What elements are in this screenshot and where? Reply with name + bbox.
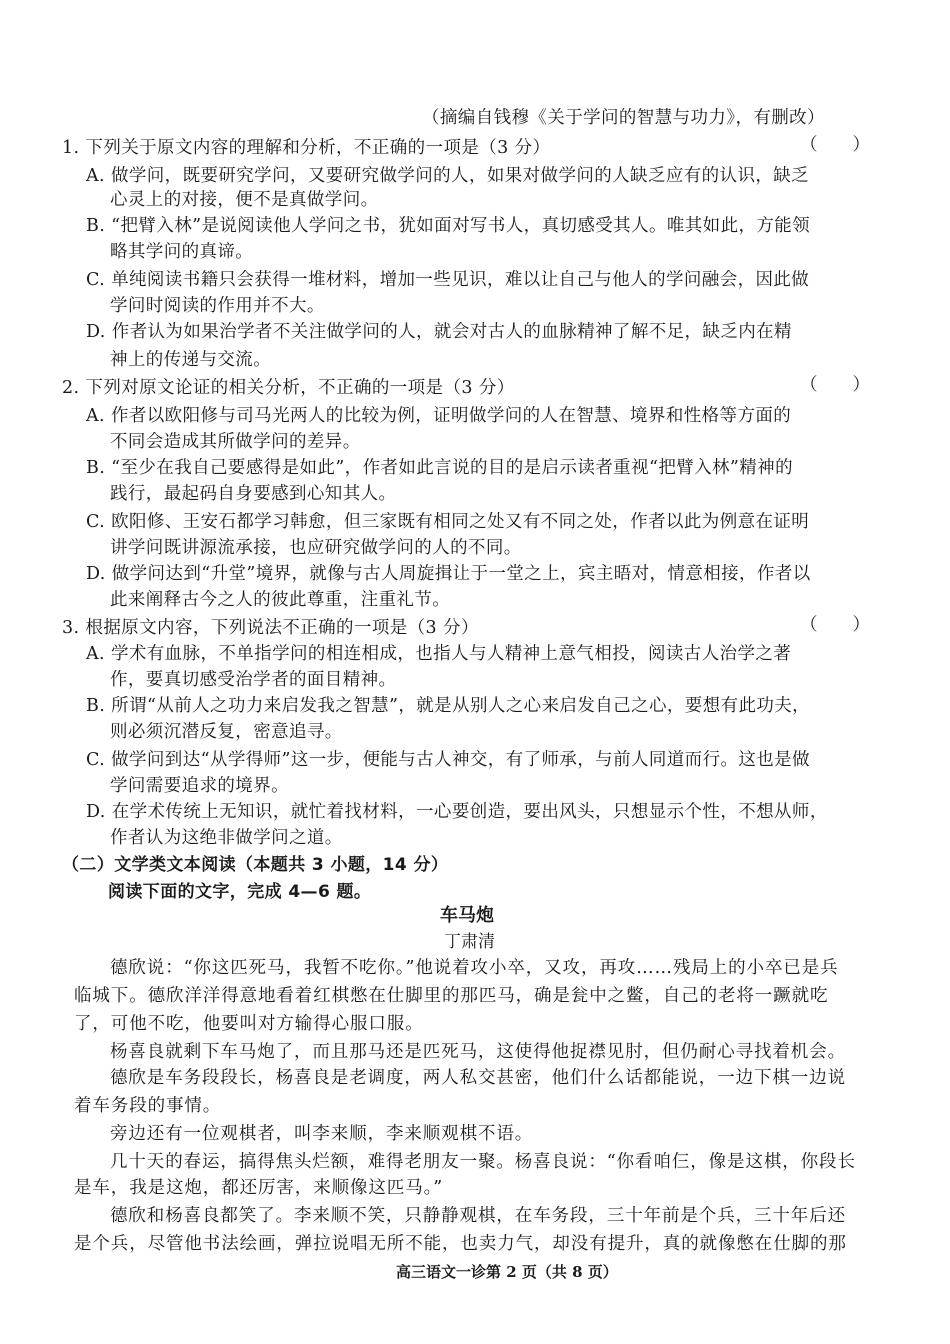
story-line-8: 几十天的春运，搞得焦头烂额，难得老朋友一聚。杨喜良说：“你看咱仨，像是这棋，你段长 xyxy=(110,1152,856,1172)
q1-option-c-line-2: 学问时阅读的作用并不大。 xyxy=(110,296,325,316)
q1-option-d-line-1: D. 作者认为如果治学者不关注做学问的人，就会对古人的血脉精神了解不足，缺乏内在精 xyxy=(86,322,792,342)
q3-option-c-line-2: 学问需要追求的境界。 xyxy=(110,776,289,796)
page-footer: 高三语文一诊第 2 页（共 8 页） xyxy=(396,1263,618,1281)
story-line-3: 了，可他不吃，他要叫对方输得心服口服。 xyxy=(74,1014,424,1034)
q3-option-a-line-1: A. 学术有血脉，不单指学问的相连相成，也指人与人精神上意气相投，阅读古人治学之著 xyxy=(86,644,792,664)
q2-option-c-line-2: 讲学问既讲源流承接，也应研究做学问的人的不同。 xyxy=(110,538,522,558)
story-title: 车马炮 xyxy=(440,905,494,926)
q2-option-d-line-2: 此来阐释古今之人的彼此尊重，注重礼节。 xyxy=(110,590,451,610)
q1-option-b-line-1: B. “把臂入林”是说阅读他人学问之书，犹如面对写书人，真切感受其人。唯其如此，方能领 xyxy=(86,216,811,236)
section-heading: （二）文学类文本阅读（本题共 3 小题，14 分） xyxy=(62,855,449,875)
story-line-11: 是个兵，尽管他书法绘画，弹拉说唱无所不能，也卖力气，却没有提升，真的就像憋在仕脚的那 xyxy=(74,1234,847,1254)
story-line-9: 是车，我是这炮，都还厉害，来顺像这匹马。” xyxy=(74,1178,444,1198)
question-2-stem: 2. 下列对原文论证的相关分析，不正确的一项是（3 分） xyxy=(62,378,515,398)
question-3-stem: 3. 根据原文内容，下列说法不正确的一项是（3 分） xyxy=(62,618,479,638)
q2-option-c-line-1: C. 欧阳修、王安石都学习韩愈，但三家既有相同之处又有不同之处，作者以此为例意在证明 xyxy=(86,512,810,532)
q2-option-a-line-1: A. 作者以欧阳修与司马光两人的比较为例，证明做学问的人在智慧、境界和性格等方面的 xyxy=(86,406,792,426)
story-line-5: 德欣是车务段段长，杨喜良是老调度，两人私交甚密，他们什么话都能说，一边下棋一边说 xyxy=(110,1068,846,1088)
source-note: （摘编自钱穆《关于学问的智慧与功力》，有删改） xyxy=(422,108,825,128)
question-3-answer-bracket: （ ） xyxy=(800,615,870,635)
question-1-stem: 1. 下列关于原文内容的理解和分析，不正确的一项是（3 分） xyxy=(62,138,551,158)
q3-option-a-line-2: 作，要真切感受治学者的面目精神。 xyxy=(110,670,397,690)
q2-option-a-line-2: 不同会造成其所做学问的差异。 xyxy=(110,432,361,452)
question-2-answer-bracket: （ ） xyxy=(800,375,870,395)
section-instruction: 阅读下面的文字，完成 4—6 题。 xyxy=(108,882,372,902)
story-line-10: 德欣和杨喜良都笑了。李来顺不笑，只静静观棋，在车务段，三十年前是个兵，三十年后还 xyxy=(110,1206,846,1226)
q1-option-b-line-2: 略其学问的真谛。 xyxy=(110,242,254,262)
q1-option-c-line-1: C. 单纯阅读书籍只会获得一堆材料，增加一些见识，难以让自己与他人的学问融会，因此做 xyxy=(86,270,810,290)
q3-option-b-line-1: B. 所谓“从前人之功力来启发我之智慧”，就是从别人之心来启发自己之心，要想有此功夫， xyxy=(86,696,811,716)
q3-option-d-line-2: 作者认为这绝非做学问之道。 xyxy=(110,828,343,848)
q3-option-c-line-1: C. 做学问到达“从学得师”这一步，便能与古人神交，有了师承，与前人同道而行。这也是做 xyxy=(86,750,810,770)
story-line-1: 德欣说：“你这匹死马，我暂不吃你。”他说着攻小卒，又攻，再攻……残局上的小卒已是兵 xyxy=(110,958,839,978)
story-line-7: 旁边还有一位观棋者，叫李来顺，李来顺观棋不语。 xyxy=(110,1124,534,1144)
story-line-4: 杨喜良就剩下车马炮了，而且那马还是匹死马，这使得他捉襟见肘，但仍耐心寻找着机会。 xyxy=(110,1042,846,1062)
q2-option-b-line-2: 践行，最起码自身要感到心知其人。 xyxy=(110,484,397,504)
q1-option-d-line-2: 神上的传递与交流。 xyxy=(110,350,272,370)
question-1-answer-bracket: （ ） xyxy=(800,135,870,155)
q2-option-d-line-1: D. 做学问达到“升堂”境界，就像与古人周旋揖让于一堂之上，宾主晤对，情意相接，作者以 xyxy=(86,564,811,584)
story-line-2: 临城下。德欣洋洋得意地看着红棋憋在仕脚里的那匹马，确是瓮中之鳖，自己的老将一蹶就吃 xyxy=(74,986,829,1006)
q2-option-b-line-1: B. “至少在我自己要感得是如此”，作者如此言说的目的是启示读者重视“把臂入林”精神的 xyxy=(86,458,793,478)
story-line-6: 着车务段的事情。 xyxy=(74,1096,222,1116)
q1-option-a-line-2: 心灵上的对接，便不是真做学问。 xyxy=(110,190,379,210)
q3-option-d-line-1: D. 在学术传统上无知识，就忙着找材料，一心要创造，要出风头，只想显示个性，不想从师， xyxy=(86,802,828,822)
q3-option-b-line-2: 则必须沉潜反复，密意追寻。 xyxy=(110,722,343,742)
q1-option-a-line-1: A. 做学问，既要研究学问，又要研究做学问的人，如果对做学问的人缺乏应有的认识，缺乏 xyxy=(86,166,810,186)
story-author: 丁肃清 xyxy=(444,932,495,952)
